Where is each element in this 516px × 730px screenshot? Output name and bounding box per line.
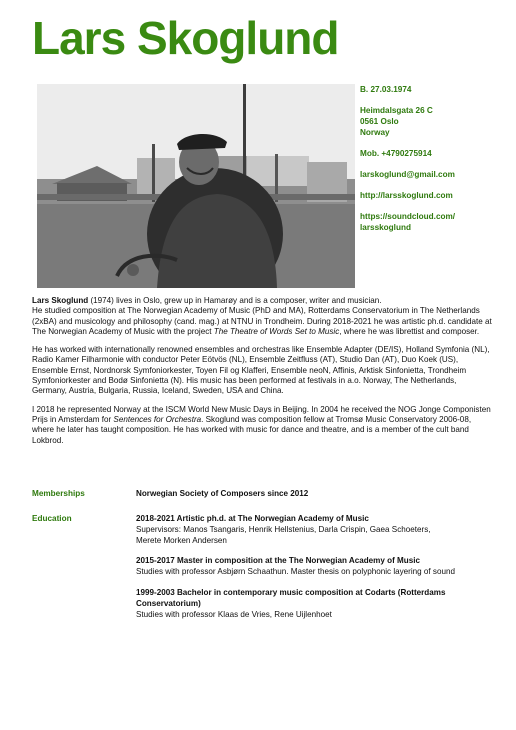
education-title: 2015-2017 Master in composition at the The Norwegian Academy of Music xyxy=(136,556,420,566)
education-entry xyxy=(136,588,496,620)
address-block xyxy=(360,105,510,138)
address-line: Norway xyxy=(360,128,390,137)
bio-name: Lars Skoglund xyxy=(32,296,89,305)
contact-block xyxy=(360,84,510,243)
portrait-photo xyxy=(37,84,355,288)
soundcloud-block xyxy=(360,211,510,233)
education-entry xyxy=(136,514,496,546)
address-line: Heimdalsgata 26 C xyxy=(360,106,433,115)
education-detail: Studies with professor Asbjørn Schaathun. Master thesis on polyphonic layering of sound xyxy=(136,567,455,577)
bio-text: . Skoglund was composition fellow at Tromsø Music Conservatory 2006-08, where he later has taught composition. He has worked with music for dance and theatre, and is a member of the cult band Lokbrod. xyxy=(32,414,472,445)
membership-entry xyxy=(136,489,496,500)
bio-work-title: Sentences for Orchestra xyxy=(113,414,202,424)
email-link[interactable]: larskoglund@gmail.com xyxy=(360,170,455,179)
mobile-block xyxy=(360,148,510,159)
bio-education-paragraph xyxy=(32,306,492,337)
email-block xyxy=(360,169,510,180)
bio-text: He studied composition at The Norwegian Academy of Music (PhD and MA), Rotterdams Conservatorium in The Netherlands (2xBA) and musicology and philosophy (cand. mag.) at NTNU in Trondheim. During 2018-2021 he was artistic ph.d. candidate at The Norwegian Academy of Music with the project xyxy=(32,306,492,336)
education-title: 1999-2003 Bachelor in contemporary music composition at Codarts (Rotterdams Conservatorium) xyxy=(136,587,446,608)
portrait-photo-image xyxy=(37,84,355,288)
birth-date: B. 27.03.1974 xyxy=(360,85,412,94)
memberships-heading: Memberships xyxy=(32,489,85,498)
bio-text: I 2018 he represented Norway at the ISCM World New Music Days in Beijing. In 2004 he received the NOG Jonge Componisten Prijs in Amsterdam for xyxy=(32,404,491,424)
membership-text: Norwegian Society of Composers since 2012 xyxy=(136,489,309,498)
biography xyxy=(32,296,492,454)
birth-date-block xyxy=(360,84,510,95)
education-heading: Education xyxy=(32,514,72,523)
bio-text: , where he was librettist and composer. xyxy=(339,326,480,336)
soundcloud-link-line[interactable]: larsskoglund xyxy=(360,223,411,232)
address-line: 0561 Oslo xyxy=(360,117,399,126)
bio-intro-text: (1974) lives in Oslo, grew up in Hamarøy and is a composer, writer and musician. xyxy=(88,296,382,305)
education-list xyxy=(136,514,496,630)
page-title: Lars Skoglund xyxy=(32,12,339,64)
bio-intro-paragraph xyxy=(32,296,492,306)
education-detail: Merete Morken Andersen xyxy=(136,535,227,545)
memberships-list xyxy=(136,489,496,510)
bio-awards-paragraph xyxy=(32,405,492,446)
education-detail: Supervisors: Manos Tsangaris, Henrik Hellstenius, Darla Crispin, Gaea Schoeters, xyxy=(136,524,431,534)
mobile-number: Mob. +4790275914 xyxy=(360,149,432,158)
bio-work-title: The Theatre of Words Set to Music xyxy=(213,326,340,336)
bio-ensembles-paragraph: He has worked with internationally renowned ensembles and orchestras like Ensemble Adapter (DE/IS), Holland Symfonia (NL), Radio Kamer Filharmonie with conductor Peter Eötvös (NL), Ensemble Zeitfluss (AT), Studio Dan (AT), Duo Koek (US), Ensemble Ernst, Nordnorsk Symfoniorkester, Toyen Fil og Klafferi, Ensemble neoN, Affinis, Arktisk Sinfonietta, Trondheim Symfoniorkester and Bodø Sinfonietta (N). His music has been performed at festivals in a.o. Norway, The Netherlands, Germany, Austria, Bulgaria, Russia, Iceland, Sweden, USA and China. xyxy=(32,345,490,396)
website-block xyxy=(360,190,510,201)
soundcloud-link-line[interactable]: https://soundcloud.com/ xyxy=(360,212,456,221)
education-entry xyxy=(136,556,496,578)
education-detail: Studies with professor Klaas de Vries, Rene Uijlenhoet xyxy=(136,609,332,619)
website-link[interactable]: http://larsskoglund.com xyxy=(360,191,453,200)
education-title: 2018-2021 Artistic ph.d. at The Norwegian Academy of Music xyxy=(136,514,369,523)
